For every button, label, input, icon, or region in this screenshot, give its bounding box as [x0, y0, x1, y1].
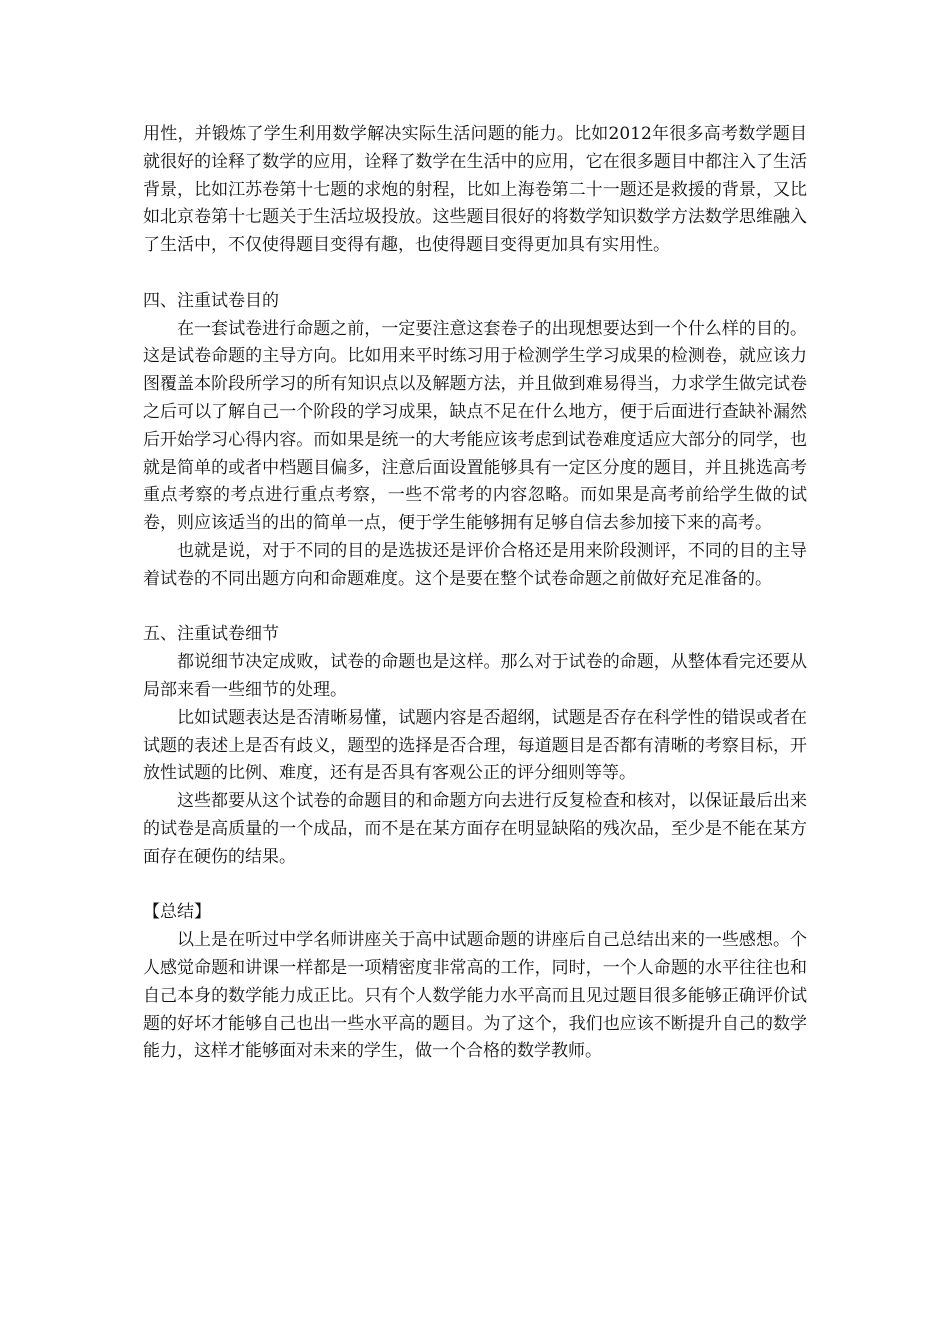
body-paragraph-2: 在一套试卷进行命题之前，一定要注意这套卷子的出现想要达到一个什么样的目的。这是试卷命题的主导方向。比如用来平时练习用于检测学生学习成果的检测卷，就应该力图覆盖本阶段所学习的所有知识点以及解题方法，并且做到难易得当，力求学生做完试卷之后可以了解自己一个阶段的学习成果，缺点不足在什么地方，便于后面进行查缺补漏然后开始学习心得内容。而如果是统一的大考能应该考虑到试卷难度适应大部分的同学，也就是简单的或者中档题目偏多，注意后面设置能够具有一定区分度的题目，并且挑选高考重点考察的考点进行重点考察，一些不常考的内容忽略。而如果是高考前给学生做的试卷，则应该适当的出的简单一点，便于学生能够拥有足够自信去参加接下来的高考。: [143, 318, 807, 534]
body-paragraph-6: 这些都要从这个试卷的命题目的和命题方向去进行反复检查和核对，以保证最后出来的试卷是高质量的一个成品，而不是在某方面存在明显缺陷的残次品，至少是不能在某方面存在硬伤的结果。: [143, 791, 807, 867]
section-heading-4: 四、注重试卷目的: [143, 290, 279, 311]
paragraph-gap: [143, 872, 807, 900]
section-heading-5: 五、注重试卷细节: [143, 624, 279, 645]
document-body: [143, 121, 807, 1066]
body-paragraph-4: 都说细节决定成败，试卷的命题也是这样。那么对于试卷的命题，从整体看完还要从局部来看一些细节的处理。: [143, 652, 807, 700]
paragraph-gap: [143, 594, 807, 622]
summary-heading: 【总结】: [143, 902, 211, 923]
body-paragraph-5: 比如试题表达是否清晰易懂，试题内容是否超纲，试题是否存在科学性的错误或者在试题的表述上是否有歧义，题型的选择是否合理，每道题目是否都有清晰的考察目标，开放性试题的比例、难度，还有是否具有客观公正的评分细则等等。: [143, 707, 807, 784]
paragraph-gap: [143, 260, 807, 288]
body-paragraph-1: 用性，并锻炼了学生利用数学解决实际生活问题的能力。比如2012年很多高考数学题目就很好的诠释了数学的应用，诠释了数学在生活中的应用，它在很多题目中都注入了生活背景，比如江苏卷第十七题的求炮的射程，比如上海卷第二十一题还是救援的背景，又比如北京卷第十七题关于生活垃圾投放。这些题目很好的将数学知识数学方法数学思维融入了生活中，不仅使得题目变得有趣，也使得题目变得更加具有实用性。: [143, 124, 807, 256]
summary-paragraph: 以上是在听过中学名师讲座关于高中试题命题的讲座后自己总结出来的一些感想。个人感觉命题和讲课一样都是一项精密度非常高的工作，同时，一个人命题的水平往往也和自己本身的数学能力成正比。只有个人数学能力水平高而且见过题目很多能够正确评价试题的好坏才能够自己也出一些水平高的题目。为了这个，我们也应该不断提升自己的数学能力，这样才能够面对未来的学生，做一个合格的数学教师。: [143, 930, 807, 1062]
body-paragraph-3: 也就是说，对于不同的目的是选拔还是评价合格还是用来阶段测评，不同的目的主导着试卷的不同出题方向和命题难度。这个是要在整个试卷命题之前做好充足准备的。: [143, 540, 807, 589]
